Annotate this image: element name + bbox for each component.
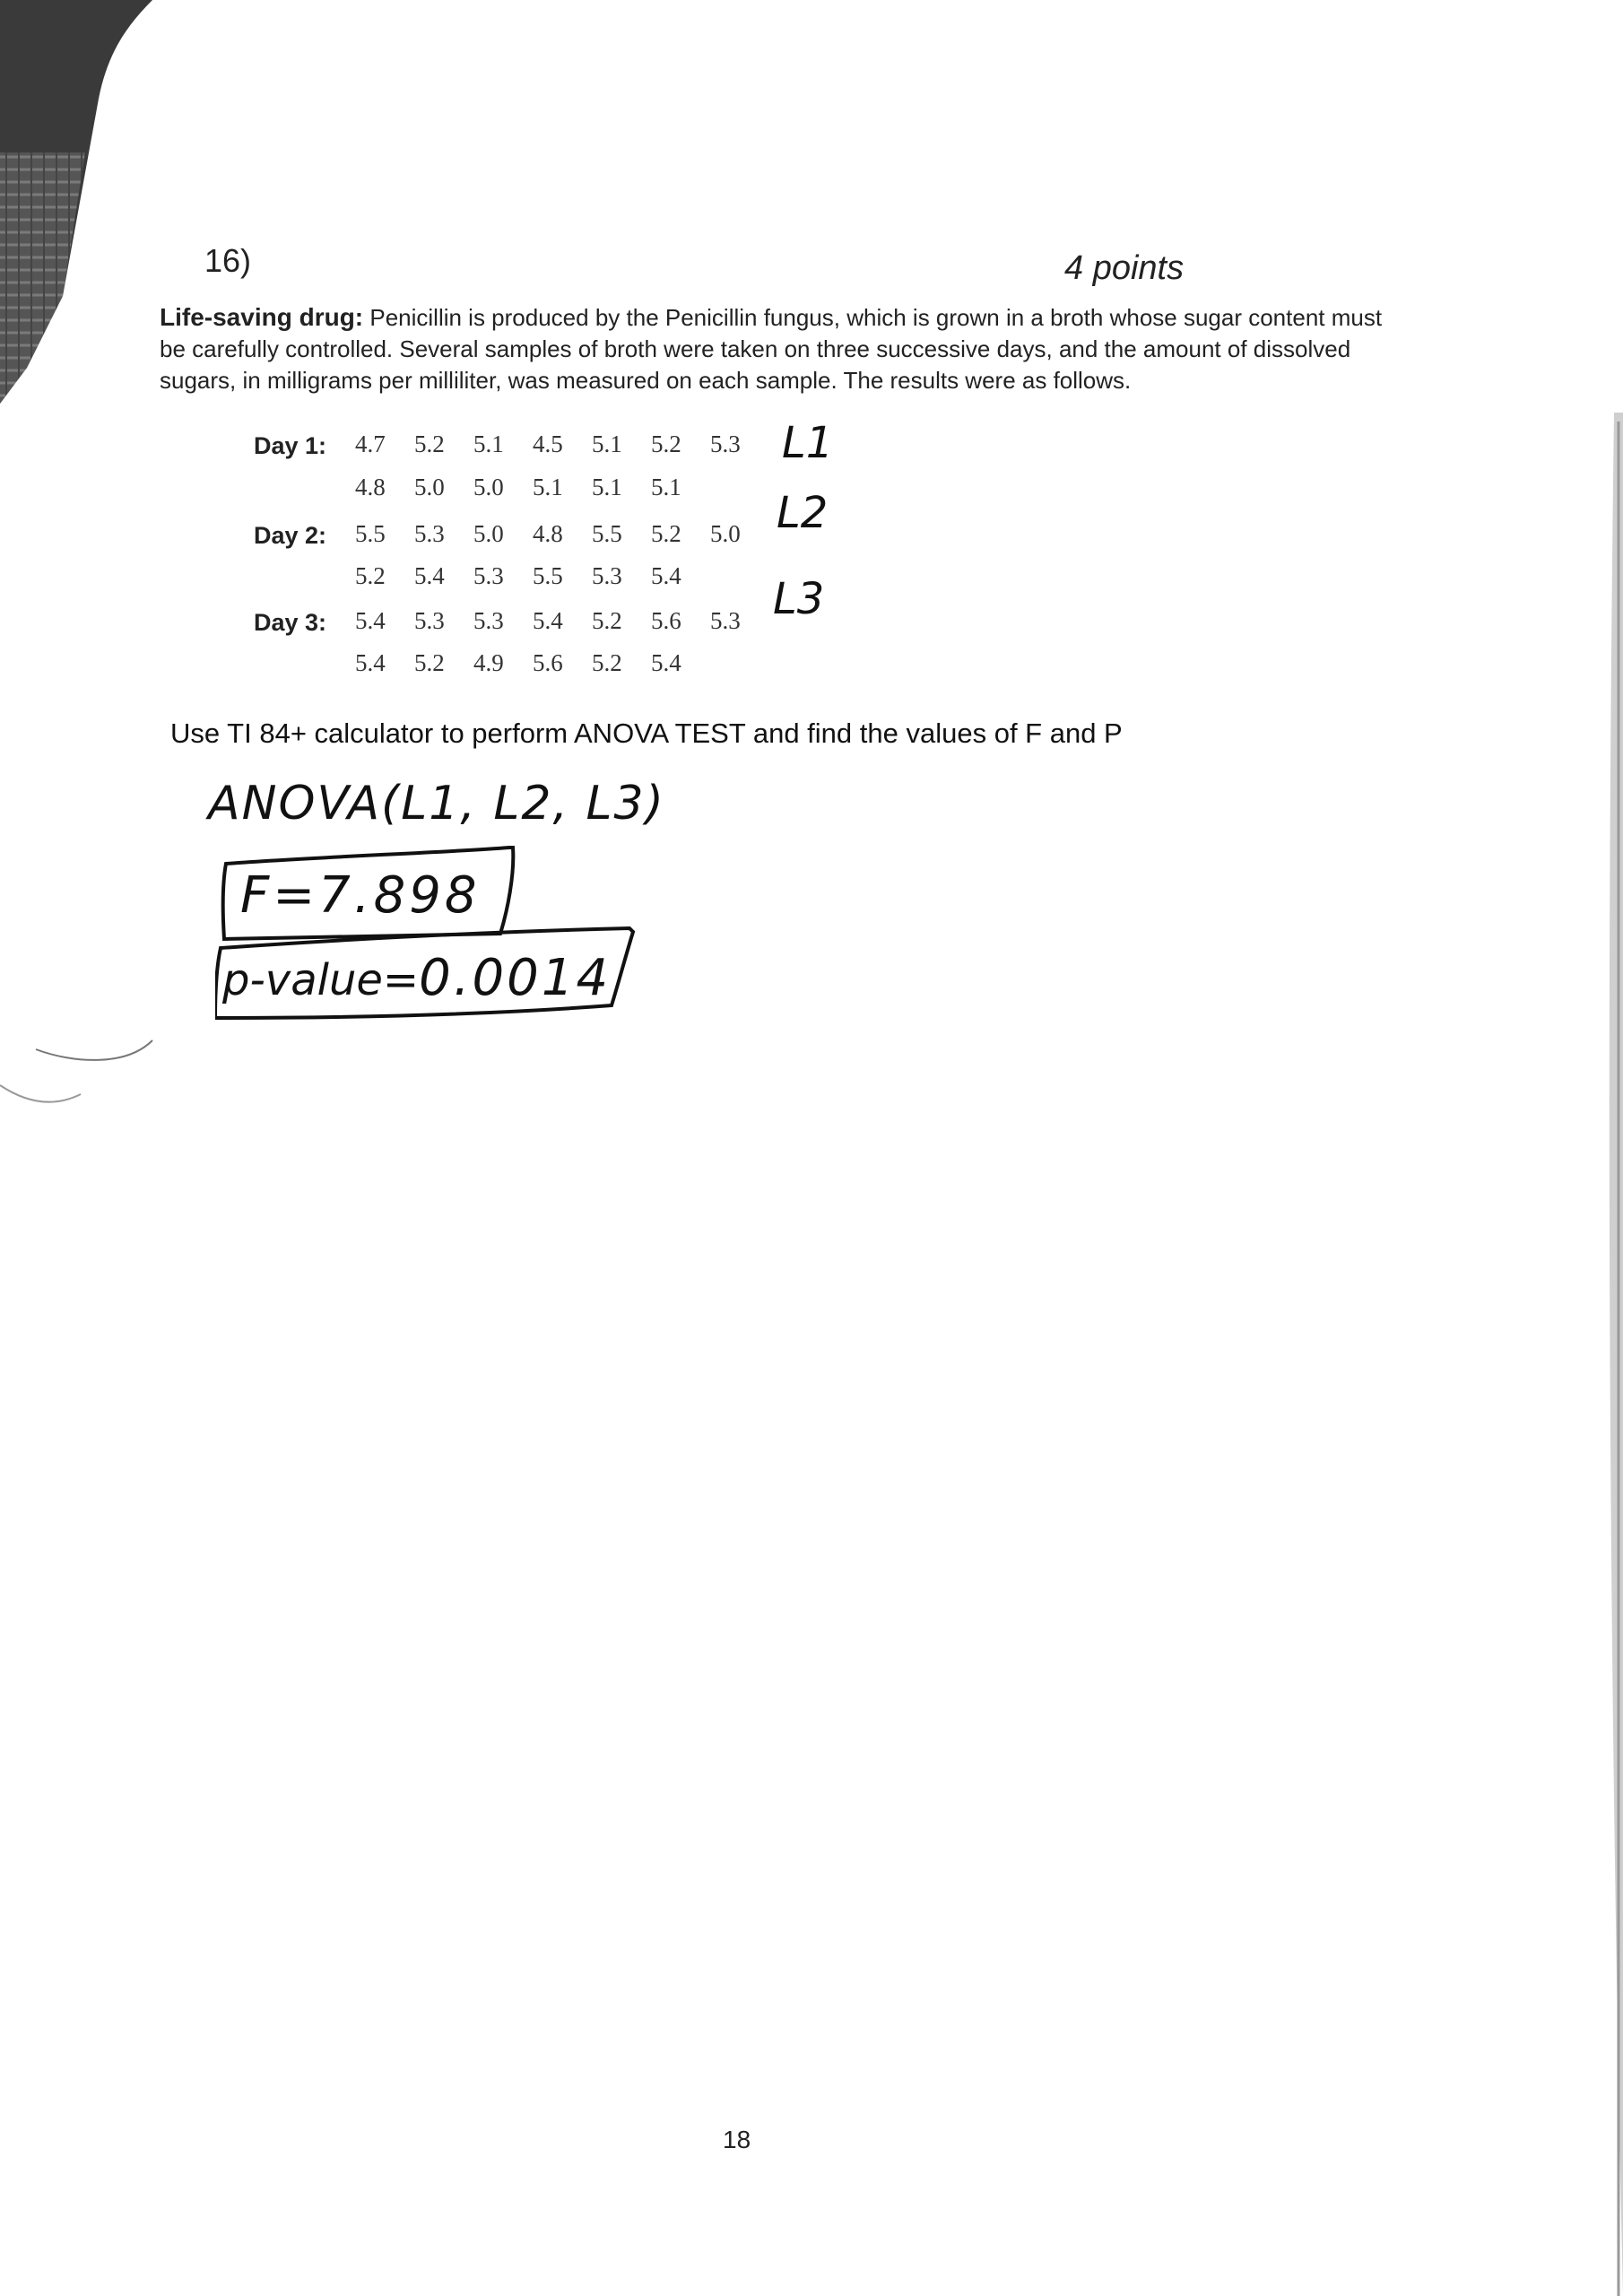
value-cell: 5.3 — [710, 430, 741, 457]
day3-row1 — [355, 607, 769, 635]
value-cell: 5.1 — [473, 430, 504, 457]
value-cell: 5.1 — [592, 430, 622, 457]
value-cell: 4.8 — [533, 520, 563, 547]
day1-row2 — [355, 474, 710, 501]
value-cell: 5.5 — [592, 520, 622, 547]
value-cell: 5.2 — [592, 649, 622, 676]
page-number: 18 — [723, 2126, 751, 2153]
day3-label: Day 3: — [254, 609, 327, 636]
value-cell: 4.5 — [533, 430, 563, 457]
value-cell: 5.3 — [592, 562, 622, 589]
handwritten-list-label-l2: L2 — [777, 488, 829, 538]
value-cell: 5.2 — [651, 430, 681, 457]
f-label: F= — [240, 866, 319, 925]
value-cell: 5.0 — [473, 474, 504, 500]
instruction-text: Use TI 84+ calculator to perform ANOVA TEST and find the values of F and P — [170, 718, 1123, 749]
f-value: 7.898 — [318, 866, 481, 925]
day1-label: Day 1: — [254, 432, 327, 459]
value-cell: 4.8 — [355, 474, 386, 500]
value-cell: 4.9 — [473, 649, 504, 676]
value-cell: 5.6 — [651, 607, 681, 634]
value-cell: 5.3 — [414, 520, 445, 547]
p-label: p-value= — [222, 955, 420, 1005]
value-cell: 5.2 — [651, 520, 681, 547]
day2-row2 — [355, 562, 710, 590]
value-cell: 5.5 — [533, 562, 563, 589]
value-cell: 5.6 — [533, 649, 563, 676]
problem-title: Life-saving drug: — [160, 303, 364, 331]
value-cell: 5.4 — [414, 562, 445, 589]
problem-text: Penicillin is produced by the Penicillin fungus, which is grown in a broth whose sugar content must be carefully controlled. Several samples of broth were taken on three successive days, and the amount of dissolved sugars, in milligrams per milliliter, was measured on each sample. The results were as follows. — [160, 304, 1383, 394]
value-cell: 5.0 — [414, 474, 445, 500]
value-cell: 5.4 — [533, 607, 563, 634]
value-cell: 5.0 — [473, 520, 504, 547]
value-cell: 5.3 — [710, 607, 741, 634]
value-cell: 5.4 — [651, 562, 681, 589]
handwritten-f-value — [240, 866, 480, 925]
value-cell: 5.4 — [355, 607, 386, 634]
value-cell: 5.2 — [355, 562, 386, 589]
value-cell: 5.4 — [355, 649, 386, 676]
value-cell: 5.3 — [414, 607, 445, 634]
value-cell: 5.2 — [414, 430, 445, 457]
handwritten-p-value — [222, 949, 611, 1007]
question-number: 16) — [204, 242, 252, 279]
points-label: 4 points — [1064, 249, 1185, 287]
value-cell: 5.1 — [533, 474, 563, 500]
value-cell: 5.4 — [651, 649, 681, 676]
value-cell: 5.2 — [592, 607, 622, 634]
problem-statement — [160, 301, 1397, 396]
value-cell: 5.1 — [592, 474, 622, 500]
value-cell: 5.5 — [355, 520, 386, 547]
handwritten-anova-call: ANOVA(L1, L2, L3) — [208, 777, 665, 831]
day1-row1 — [355, 430, 769, 458]
p-value: 0.0014 — [419, 949, 612, 1007]
handwritten-list-label-l3: L3 — [773, 574, 825, 624]
value-cell: 5.2 — [414, 649, 445, 676]
value-cell: 5.3 — [473, 607, 504, 634]
day3-row2 — [355, 649, 710, 677]
value-cell: 5.3 — [473, 562, 504, 589]
value-cell: 5.1 — [651, 474, 681, 500]
value-cell: 5.0 — [710, 520, 741, 547]
day2-label: Day 2: — [254, 522, 327, 549]
handwritten-list-label-l1: L1 — [782, 418, 834, 468]
day2-row1 — [355, 520, 769, 548]
value-cell: 4.7 — [355, 430, 386, 457]
